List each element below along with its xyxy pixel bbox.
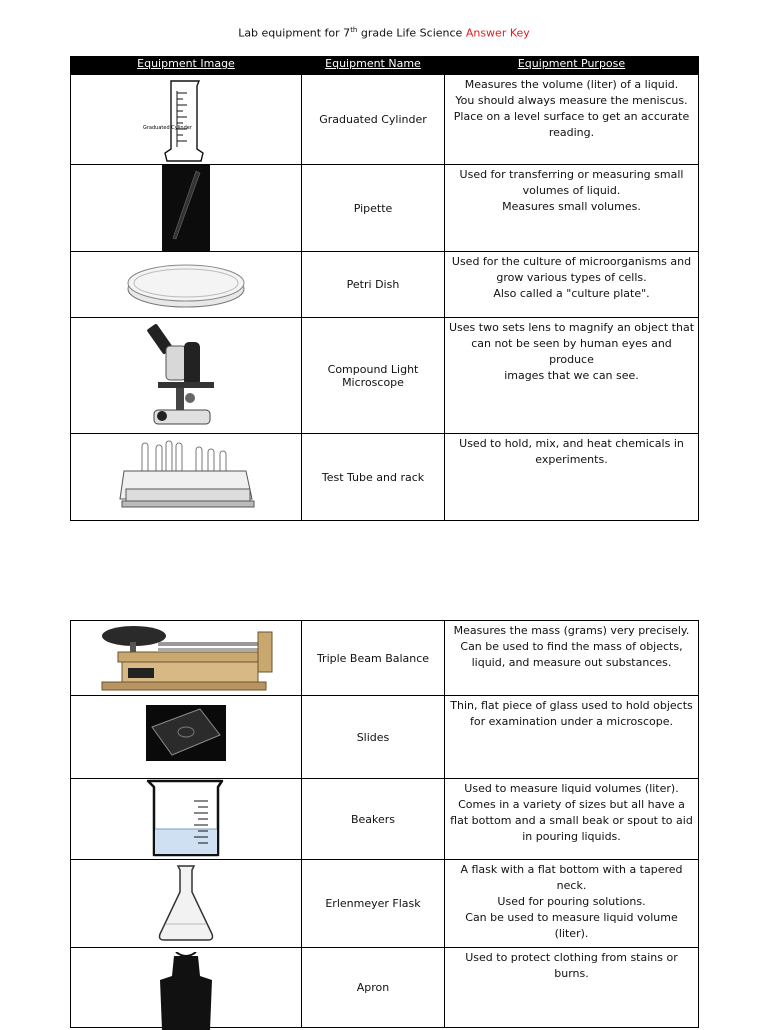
equipment-name: Beakers (302, 779, 445, 860)
table-row (71, 252, 699, 318)
image-cell (71, 318, 302, 434)
table-row (71, 621, 699, 696)
equipment-purpose: Used to hold, mix, and heat chemicals in experiments. (445, 434, 699, 521)
equipment-name: Petri Dish (302, 252, 445, 318)
image-cell (71, 75, 302, 165)
image-cell (71, 621, 302, 696)
image-cell (71, 779, 302, 860)
erlenmeyer-flask-icon (156, 864, 216, 944)
image-cell (71, 165, 302, 252)
column-header-purpose: Equipment Purpose (445, 57, 699, 75)
equipment-table-2 (70, 620, 699, 1028)
table-row (71, 165, 699, 252)
image-cell (71, 948, 302, 1028)
column-header-name: Equipment Name (302, 57, 445, 75)
equipment-name: Compound Light Microscope (302, 318, 445, 434)
table-row (71, 75, 699, 165)
equipment-name: Test Tube and rack (302, 434, 445, 521)
table-row (71, 318, 699, 434)
equipment-name: Slides (302, 696, 445, 779)
table-row (71, 860, 699, 948)
table-row (71, 696, 699, 779)
equipment-purpose: Used for the culture of microorganisms and grow various types of cells. Also called a "culture plate". (445, 252, 699, 318)
answer-key-label: Answer Key (465, 26, 530, 40)
graduated-cylinder-icon (141, 77, 231, 163)
beaker-icon (146, 779, 226, 859)
equipment-table-1 (70, 56, 699, 521)
equipment-name: Triple Beam Balance (302, 621, 445, 696)
image-cell (71, 434, 302, 521)
equipment-name: Erlenmeyer Flask (302, 860, 445, 948)
table-row (71, 434, 699, 521)
graduated-cylinder-caption: Graduated Cylinder (143, 124, 192, 131)
image-cell (71, 860, 302, 948)
equipment-purpose: Measures the mass (grams) very precisely. Can be used to find the mass of objects, liquid, and measure out substances. (445, 621, 699, 696)
equipment-purpose: Measures the volume (liter) of a liquid. You should always measure the meniscus. Place on a level surface to get an accurate reading. (445, 75, 699, 165)
slide-icon (146, 705, 226, 761)
equipment-name: Graduated Cylinder (302, 75, 445, 165)
triple-beam-balance-icon (98, 622, 274, 694)
microscope-icon (146, 320, 226, 432)
equipment-name: Pipette (302, 165, 445, 252)
equipment-purpose: Used to protect clothing from stains or burns. (445, 948, 699, 1028)
equipment-purpose: Used to measure liquid volumes (liter). Comes in a variety of sizes but all have a flat bottom and a small beak or spout to aid in pouring liquids. (445, 779, 699, 860)
equipment-purpose: A flask with a flat bottom with a tapered neck. Used for pouring solutions. Can be used to measure liquid volume (liter). (445, 860, 699, 948)
page-title: Lab equipment for 7th grade Life Science Answer Key (238, 26, 530, 40)
image-cell (71, 252, 302, 318)
equipment-purpose: Used for transferring or measuring small volumes of liquid. Measures small volumes. (445, 165, 699, 252)
test-tube-rack-icon (116, 437, 256, 517)
column-header-image: Equipment Image (71, 57, 302, 75)
equipment-purpose: Uses two sets lens to magnify an object that can not be seen by human eyes and produce images that we can see. (445, 318, 699, 434)
image-cell (71, 696, 302, 779)
table-row (71, 779, 699, 860)
petri-dish-icon (126, 259, 246, 311)
apron-icon (156, 952, 216, 1030)
pipette-icon (162, 165, 210, 251)
equipment-name: Apron (302, 948, 445, 1028)
table-row (71, 948, 699, 1028)
equipment-purpose: Thin, flat piece of glass used to hold objects for examination under a microscope. (445, 696, 699, 779)
